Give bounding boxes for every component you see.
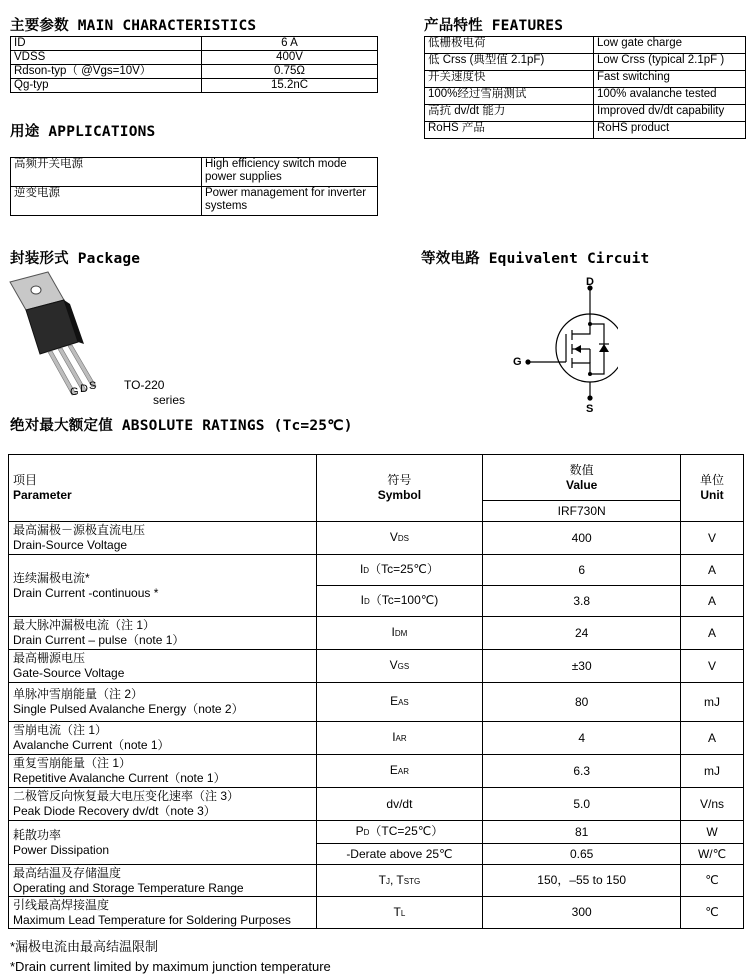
table-row (9, 683, 744, 722)
value-cell: 150，–55 to 150 (483, 865, 681, 897)
unit-cell: ℃ (681, 897, 744, 929)
parameter-cn: 二极管反向恢复最大电压变化速率（注 3） (13, 789, 240, 803)
parameter-cell (9, 650, 317, 683)
table-row (425, 88, 746, 105)
symbol-condition: （Tc=100℃) (369, 593, 439, 607)
symbol: I (391, 625, 395, 639)
drain-label: D (586, 276, 594, 288)
table-row (9, 865, 744, 897)
package-title: 封装形式 Package (10, 251, 141, 267)
part-number: IRF730N (483, 501, 681, 522)
table-row (9, 522, 744, 555)
unit-header (681, 455, 744, 522)
symbol: I (392, 730, 396, 744)
parameter-cn: 最高栅源电压 (13, 651, 86, 665)
unit-cell: A (681, 617, 744, 650)
symbol-subscript: GS (397, 662, 410, 671)
applications-title: 用途 APPLICATIONS (10, 124, 156, 140)
header-en: Parameter (13, 488, 72, 502)
unit-cell: A (681, 722, 744, 755)
table-row (11, 37, 378, 51)
param-cell: Rdson-typ（ @Vgs=10V） (11, 65, 202, 79)
symbol-cell (316, 650, 483, 683)
symbol: P (355, 824, 364, 838)
parameter-cn: 耗散功率 (13, 827, 62, 842)
parameter-en: Power Dissipation (13, 842, 110, 857)
symbol-subscript: STG (403, 876, 421, 886)
unit-cell: V (681, 522, 744, 555)
application-cn: 逆变电源 (11, 187, 202, 216)
symbol-cell: TJ, TSTG (316, 865, 483, 897)
value-cell: 5.0 (483, 788, 681, 821)
symbol-cell (316, 897, 483, 929)
param-cell: ID (11, 37, 202, 51)
parameter-cn: 重复雪崩能量（注 1） (13, 756, 132, 770)
value-cell: 0.75Ω (202, 65, 378, 79)
table-row (9, 650, 744, 683)
feature-cn: 高抗 dv/dt 能力 (425, 105, 594, 122)
table-row (425, 122, 746, 139)
value-cell: 6.3 (483, 755, 681, 788)
symbol-cell (316, 788, 483, 821)
feature-cn: 低栅极电荷 (425, 37, 594, 54)
table-row (11, 65, 378, 79)
symbol-subscript: DM (394, 629, 408, 638)
parameter-cn: 最大脉冲漏极电流（注 1） (13, 618, 156, 632)
symbol-header (316, 455, 483, 522)
footnote-en: *Drain current limited by maximum junction temperature (10, 959, 331, 974)
derate-cell: -Derate above 25℃ (316, 844, 483, 865)
symbol: T (393, 904, 401, 919)
symbol-subscript: DS (397, 534, 409, 543)
symbol-subscript: L (400, 908, 406, 918)
feature-en: RoHS product (594, 122, 746, 139)
absolute-ratings-table (8, 454, 744, 929)
table-row (11, 79, 378, 93)
pin-d-label: D (80, 383, 88, 395)
value-cell: 15.2nC (202, 79, 378, 93)
symbol: T (378, 872, 386, 887)
gate-label: G (513, 356, 522, 368)
pin-s-label: S (89, 380, 97, 392)
feature-cn: 低 Crss (典型值 2.1pF) (425, 54, 594, 71)
feature-cn: 100%经过雪崩测试 (425, 88, 594, 105)
symbol-subscript: AR (395, 734, 407, 743)
symbol-cell (316, 522, 483, 555)
parameter-en: Single Pulsed Avalanche Energy（note 2） (13, 702, 244, 716)
symbol: I (359, 562, 364, 576)
symbol-cell (316, 586, 483, 617)
parameter-cell (9, 821, 317, 865)
header-en: Symbol (377, 488, 422, 502)
symbol-cell (316, 821, 483, 844)
value-cell: 80 (483, 683, 681, 722)
table-row (9, 617, 744, 650)
parameter-en: Drain Current – pulse（note 1） (13, 633, 185, 647)
table-row (9, 788, 744, 821)
value-cell: 4 (483, 722, 681, 755)
param-cell: VDSS (11, 51, 202, 65)
symbol: E (389, 763, 398, 777)
table-row (9, 755, 744, 788)
value-cell: 81 (483, 821, 681, 844)
header-cn: 项目 (13, 473, 38, 487)
feature-cn: RoHS 产品 (425, 122, 594, 139)
header-cn: 数值 (569, 462, 594, 477)
symbol: T (396, 872, 404, 887)
unit-cell: W (681, 821, 744, 844)
unit-cell: A (681, 586, 744, 617)
symbol-subscript: J (385, 876, 390, 886)
symbol-cell (316, 755, 483, 788)
param-cell: Qg-typ (11, 79, 202, 93)
table-row (9, 821, 744, 844)
symbol: I (360, 593, 364, 607)
unit-cell: ℃ (681, 865, 744, 897)
parameter-cell (9, 555, 317, 617)
feature-en: Fast switching (594, 71, 746, 88)
symbol-subscript: D (363, 566, 370, 575)
table-row (425, 105, 746, 122)
symbol-subscript: D (363, 597, 370, 606)
application-cn: 高频开关电源 (11, 158, 202, 187)
parameter-cn: 最高漏极－源极直流电压 (13, 523, 146, 537)
applications-table (10, 157, 378, 216)
value-cell: 400V (202, 51, 378, 65)
feature-cn: 开关速度快 (425, 71, 594, 88)
symbol-cell (316, 617, 483, 650)
value-cell: 300 (483, 897, 681, 929)
symbol-condition: （TC=25℃） (369, 824, 444, 838)
table-row (425, 54, 746, 71)
header-en: Value (566, 477, 598, 492)
parameter-cn: 雪崩电流（注 1） (13, 723, 108, 737)
unit-cell: A (681, 555, 744, 586)
parameter-header (9, 455, 317, 522)
parameter-cell (9, 897, 317, 929)
header-en: Unit (700, 488, 724, 502)
table-row (9, 897, 744, 929)
parameter-cell (9, 865, 317, 897)
parameter-cell (9, 722, 317, 755)
parameter-en: Drain Current -continuous * (13, 585, 159, 600)
value-cell: 6 (483, 555, 681, 586)
pin-g-label: G (70, 386, 79, 398)
value-cell: 400 (483, 522, 681, 555)
source-label: S (586, 403, 594, 415)
parameter-cell (9, 683, 317, 722)
value-cell: 0.65 (483, 844, 681, 865)
main-characteristics-title: 主要参数 MAIN CHARACTERISTICS (10, 18, 257, 34)
table-row (11, 187, 378, 216)
feature-en: Low gate charge (594, 37, 746, 54)
symbol-subscript: AR (397, 767, 409, 776)
symbol: dv/dt (386, 796, 413, 811)
unit-cell: W/℃ (681, 844, 744, 865)
feature-en: 100% avalanche tested (594, 88, 746, 105)
value-header (483, 455, 681, 501)
feature-en: Low Crss (typical 2.1pF ) (594, 54, 746, 71)
parameter-en: Drain-Source Voltage (13, 538, 128, 552)
unit-cell: V/ns (681, 788, 744, 821)
parameter-en: Gate-Source Voltage (13, 666, 125, 680)
header-row (9, 455, 744, 501)
parameter-cell (9, 522, 317, 555)
parameter-en: Avalanche Current（note 1） (13, 738, 170, 752)
parameter-en: Repetitive Avalanche Current（note 1） (13, 771, 226, 785)
parameter-cell (9, 788, 317, 821)
symbol-cell (316, 683, 483, 722)
features-table (424, 36, 746, 139)
value-cell: 3.8 (483, 586, 681, 617)
symbol-cell (316, 555, 483, 586)
symbol-condition: （Tc=25℃） (369, 562, 439, 576)
unit-cell: mJ (681, 683, 744, 722)
table-row (9, 555, 744, 586)
parameter-en: Operating and Storage Temperature Range (13, 880, 244, 895)
parameter-en: Maximum Lead Temperature for Soldering Purposes (13, 912, 291, 927)
symbol: E (390, 694, 399, 708)
mosfet-circuit-symbol (508, 274, 618, 419)
package-type: TO-220 (124, 378, 165, 392)
to220-package-illustration (6, 270, 116, 410)
symbol-cell (316, 722, 483, 755)
table-row (11, 158, 378, 187)
application-en: Power management for inverter systems (202, 187, 378, 216)
package-series: series (153, 393, 186, 407)
table-row (11, 51, 378, 65)
value-cell: ±30 (483, 650, 681, 683)
parameter-cell (9, 755, 317, 788)
unit-cell: V (681, 650, 744, 683)
equivalent-circuit-title: 等效电路 Equivalent Circuit (421, 251, 650, 267)
parameter-cn: 最高结温及存储温度 (13, 865, 122, 880)
absolute-ratings-title: 绝对最大额定值 ABSOLUTE RATINGS (Tc=25℃) (10, 418, 353, 434)
main-characteristics-table (10, 36, 378, 93)
table-row (425, 71, 746, 88)
symbol: V (389, 658, 398, 672)
value-cell: 24 (483, 617, 681, 650)
application-en: High efficiency switch mode power supplies (202, 158, 378, 187)
parameter-en: Peak Diode Recovery dv/dt（note 3） (13, 804, 216, 818)
feature-en: Improved dv/dt capability (594, 105, 746, 122)
table-row (425, 37, 746, 54)
parameter-cn: 引线最高焊接温度 (13, 897, 110, 912)
parameter-cn: 连续漏极电流* (13, 570, 90, 585)
header-cn: 单位 (700, 473, 725, 487)
parameter-cell (9, 617, 317, 650)
symbol-subscript: AS (398, 698, 409, 707)
value-cell: 6 A (202, 37, 378, 51)
features-title: 产品特性 FEATURES (424, 18, 564, 34)
symbol-subscript: D (363, 828, 370, 837)
parameter-cn: 单脉冲雪崩能量（注 2） (13, 687, 144, 701)
unit-cell: mJ (681, 755, 744, 788)
symbol: V (389, 530, 398, 544)
footnote-cn: *漏极电流由最高结温限制 (10, 939, 159, 954)
header-cn: 符号 (387, 473, 412, 487)
table-row (9, 722, 744, 755)
